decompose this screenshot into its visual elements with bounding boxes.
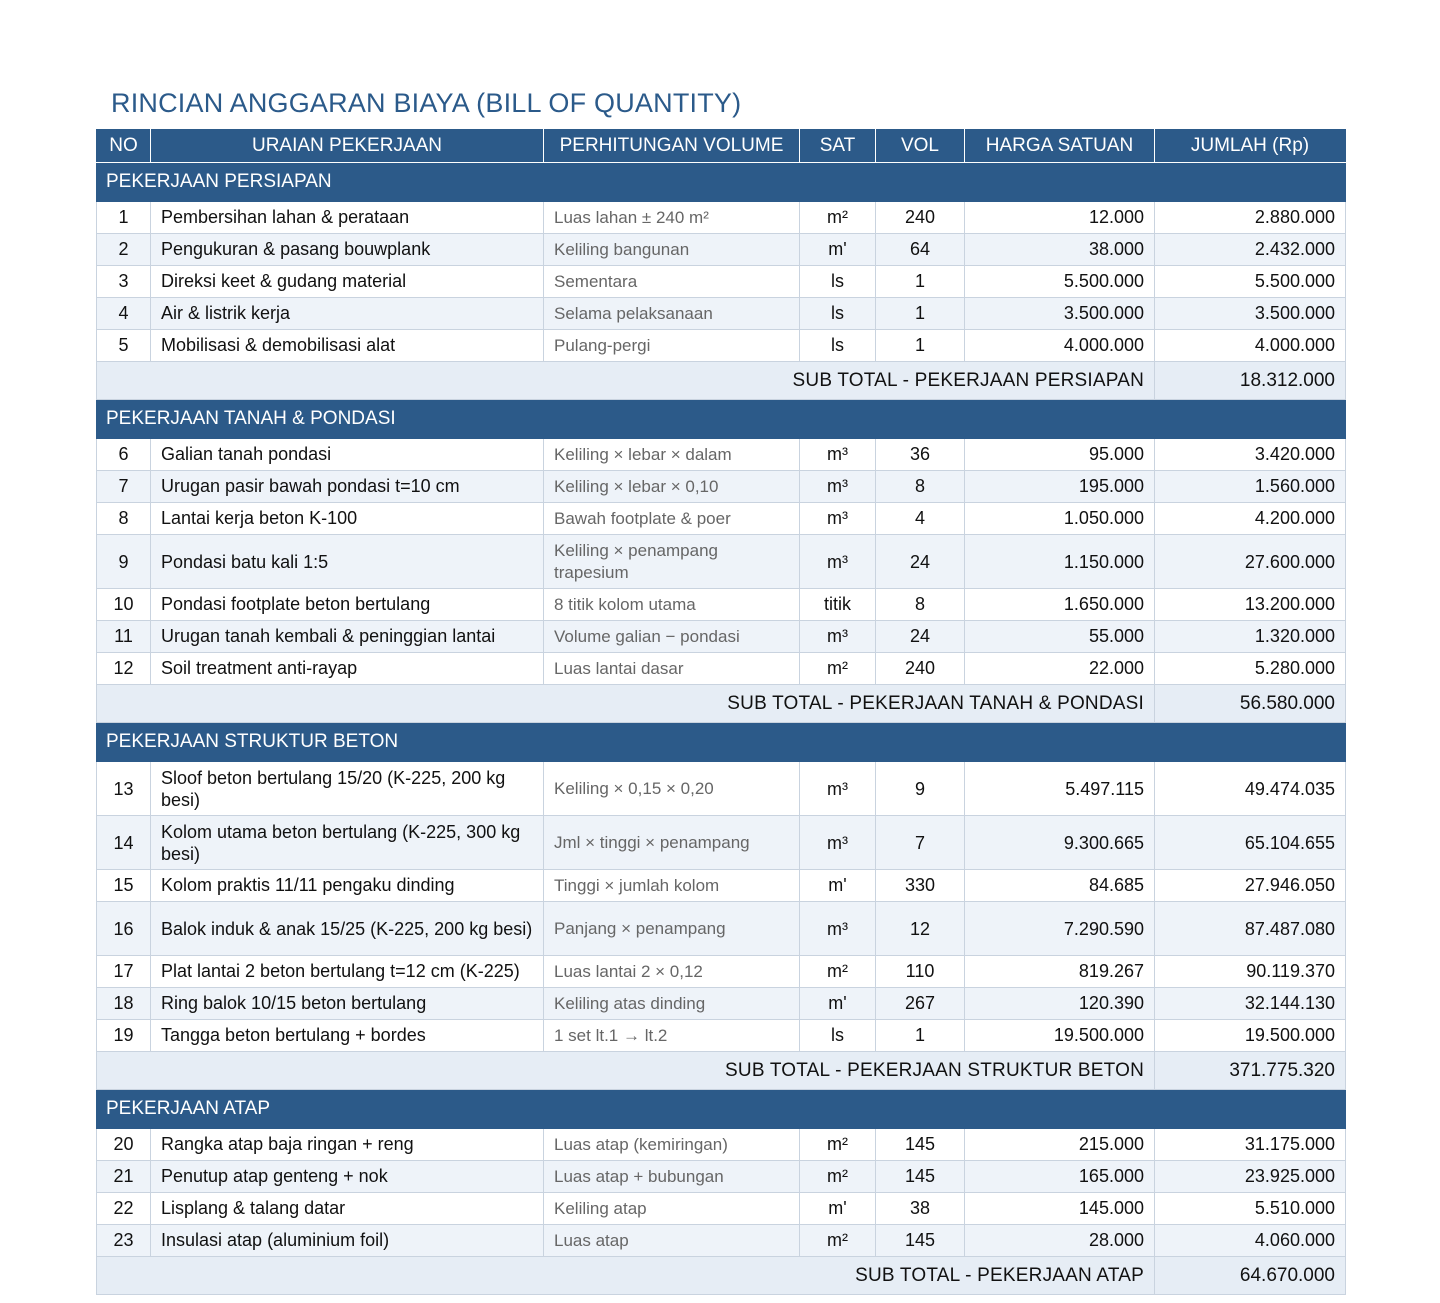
item-unit-price: 1.150.000 (965, 535, 1155, 589)
item-volume-calculation: Bawah footplate & poer (544, 503, 800, 535)
item-number: 7 (97, 471, 151, 503)
item-volume-calculation: Luas atap + bubungan (544, 1161, 800, 1193)
item-unit-price: 22.000 (965, 653, 1155, 685)
item-total: 65.104.655 (1155, 816, 1346, 870)
column-header-description: URAIAN PEKERJAAN (151, 130, 544, 163)
subtotal-value: 64.670.000 (1155, 1257, 1346, 1295)
item-total: 32.144.130 (1155, 988, 1346, 1020)
item-volume-calculation: Luas atap (kemiringan) (544, 1129, 800, 1161)
item-number: 13 (97, 762, 151, 816)
item-description: Urugan pasir bawah pondasi t=10 cm (151, 471, 544, 503)
item-volume-calculation: Keliling × lebar × dalam (544, 439, 800, 471)
item-total: 19.500.000 (1155, 1020, 1346, 1052)
item-volume-calculation: 8 titik kolom utama (544, 589, 800, 621)
item-volume-calculation: Luas lantai 2 × 0,12 (544, 956, 800, 988)
item-unit: m³ (800, 621, 876, 653)
item-description: Urugan tanah kembali & peninggian lantai (151, 621, 544, 653)
item-volume-calculation: 1 set lt.1 → lt.2 (544, 1020, 800, 1052)
item-volume: 1 (876, 266, 965, 298)
item-unit-price: 12.000 (965, 202, 1155, 234)
item-unit: m³ (800, 471, 876, 503)
item-description: Lantai kerja beton K-100 (151, 503, 544, 535)
table-row (97, 653, 1346, 685)
item-unit-price: 1.650.000 (965, 589, 1155, 621)
column-header-no: NO (97, 130, 151, 163)
item-number: 4 (97, 298, 151, 330)
item-number: 8 (97, 503, 151, 535)
item-unit-price: 120.390 (965, 988, 1155, 1020)
item-volume-calculation: Keliling × lebar × 0,10 (544, 471, 800, 503)
subtotal-value: 371.775.320 (1155, 1052, 1346, 1090)
item-unit: m² (800, 1129, 876, 1161)
item-volume: 240 (876, 653, 965, 685)
item-unit-price: 38.000 (965, 234, 1155, 266)
table-row (97, 202, 1346, 234)
item-unit-price: 28.000 (965, 1225, 1155, 1257)
item-description: Lisplang & talang datar (151, 1193, 544, 1225)
item-unit-price: 95.000 (965, 439, 1155, 471)
subtotal-row (97, 362, 1346, 400)
section-header-row (97, 723, 1346, 762)
table-row (97, 234, 1346, 266)
item-unit-price: 19.500.000 (965, 1020, 1155, 1052)
item-unit: titik (800, 589, 876, 621)
item-description: Soil treatment anti-rayap (151, 653, 544, 685)
item-total: 31.175.000 (1155, 1129, 1346, 1161)
item-unit: m² (800, 956, 876, 988)
table-row (97, 1225, 1346, 1257)
item-total: 23.925.000 (1155, 1161, 1346, 1193)
item-total: 3.420.000 (1155, 439, 1346, 471)
item-volume: 145 (876, 1161, 965, 1193)
table-row (97, 503, 1346, 535)
item-volume-calculation: Keliling × penampang trapesium (544, 535, 800, 589)
item-description: Mobilisasi & demobilisasi alat (151, 330, 544, 362)
item-unit-price: 9.300.665 (965, 816, 1155, 870)
item-number: 10 (97, 589, 151, 621)
item-total: 5.280.000 (1155, 653, 1346, 685)
subtotal-row (97, 685, 1346, 723)
item-unit-price: 215.000 (965, 1129, 1155, 1161)
page-title: RINCIAN ANGGARAN BIAYA (BILL OF QUANTITY) (111, 88, 742, 118)
item-unit-price: 145.000 (965, 1193, 1155, 1225)
item-unit: m³ (800, 902, 876, 956)
item-number: 12 (97, 653, 151, 685)
item-volume-calculation: Keliling bangunan (544, 234, 800, 266)
item-unit-price: 1.050.000 (965, 503, 1155, 535)
column-header-unit-price: HARGA SATUAN (965, 130, 1155, 163)
table-row (97, 816, 1346, 870)
item-volume: 4 (876, 503, 965, 535)
table-row (97, 589, 1346, 621)
item-volume-calculation: Sementara (544, 266, 800, 298)
item-number: 18 (97, 988, 151, 1020)
item-unit: m' (800, 870, 876, 902)
item-description: Pembersihan lahan & perataan (151, 202, 544, 234)
section-title: PEKERJAAN PERSIAPAN (97, 163, 1346, 202)
item-number: 3 (97, 266, 151, 298)
column-header-unit: SAT (800, 130, 876, 163)
item-unit-price: 165.000 (965, 1161, 1155, 1193)
subtotal-value: 56.580.000 (1155, 685, 1346, 723)
item-unit: ls (800, 1020, 876, 1052)
item-volume-calculation: Luas lahan ± 240 m² (544, 202, 800, 234)
item-unit-price: 3.500.000 (965, 298, 1155, 330)
item-total: 5.510.000 (1155, 1193, 1346, 1225)
table-header-row (97, 130, 1346, 163)
item-volume: 330 (876, 870, 965, 902)
subtotal-label: SUB TOTAL - PEKERJAAN PERSIAPAN (97, 362, 1155, 400)
item-description: Ring balok 10/15 beton bertulang (151, 988, 544, 1020)
table-row (97, 439, 1346, 471)
item-total: 4.000.000 (1155, 330, 1346, 362)
item-description: Plat lantai 2 beton bertulang t=12 cm (K-225) (151, 956, 544, 988)
item-volume-calculation: Luas atap (544, 1225, 800, 1257)
item-total: 27.946.050 (1155, 870, 1346, 902)
item-number: 19 (97, 1020, 151, 1052)
item-unit-price: 84.685 (965, 870, 1155, 902)
table-row (97, 535, 1346, 589)
item-total: 4.200.000 (1155, 503, 1346, 535)
item-description: Insulasi atap (aluminium foil) (151, 1225, 544, 1257)
item-volume: 267 (876, 988, 965, 1020)
table-body (97, 163, 1346, 1295)
item-total: 13.200.000 (1155, 589, 1346, 621)
item-volume-calculation: Keliling atas dinding (544, 988, 800, 1020)
item-unit: m² (800, 1225, 876, 1257)
item-volume-calculation: Tinggi × jumlah kolom (544, 870, 800, 902)
table-row (97, 1020, 1346, 1052)
item-volume-calculation: Selama pelaksanaan (544, 298, 800, 330)
item-total: 2.432.000 (1155, 234, 1346, 266)
item-volume-calculation: Pulang-pergi (544, 330, 800, 362)
item-number: 16 (97, 902, 151, 956)
bill-of-quantity-table (96, 129, 1346, 1295)
item-volume: 1 (876, 330, 965, 362)
item-volume: 1 (876, 1020, 965, 1052)
section-header-row (97, 400, 1346, 439)
item-volume: 9 (876, 762, 965, 816)
item-volume: 24 (876, 621, 965, 653)
item-description: Rangka atap baja ringan + reng (151, 1129, 544, 1161)
item-volume: 145 (876, 1129, 965, 1161)
item-description: Penutup atap genteng + nok (151, 1161, 544, 1193)
item-volume: 36 (876, 439, 965, 471)
item-unit: m³ (800, 503, 876, 535)
item-volume: 110 (876, 956, 965, 988)
item-number: 2 (97, 234, 151, 266)
item-unit: m' (800, 1193, 876, 1225)
table-row (97, 956, 1346, 988)
item-volume: 12 (876, 902, 965, 956)
item-unit: m² (800, 202, 876, 234)
item-unit: m' (800, 988, 876, 1020)
item-volume-calculation: Luas lantai dasar (544, 653, 800, 685)
item-total: 90.119.370 (1155, 956, 1346, 988)
item-total: 3.500.000 (1155, 298, 1346, 330)
item-description: Kolom praktis 11/11 pengaku dinding (151, 870, 544, 902)
subtotal-row (97, 1257, 1346, 1295)
item-unit-price: 4.000.000 (965, 330, 1155, 362)
item-unit-price: 195.000 (965, 471, 1155, 503)
item-total: 49.474.035 (1155, 762, 1346, 816)
item-unit-price: 7.290.590 (965, 902, 1155, 956)
item-number: 17 (97, 956, 151, 988)
item-unit: m³ (800, 816, 876, 870)
section-header-row (97, 1090, 1346, 1129)
item-volume: 8 (876, 471, 965, 503)
item-unit: ls (800, 330, 876, 362)
item-description: Galian tanah pondasi (151, 439, 544, 471)
column-header-volume-calculation: PERHITUNGAN VOLUME (544, 130, 800, 163)
subtotal-row (97, 1052, 1346, 1090)
item-description: Pondasi batu kali 1:5 (151, 535, 544, 589)
item-total: 4.060.000 (1155, 1225, 1346, 1257)
item-total: 1.320.000 (1155, 621, 1346, 653)
item-volume-calculation: Panjang × penampang (544, 902, 800, 956)
item-unit-price: 5.500.000 (965, 266, 1155, 298)
table-row (97, 330, 1346, 362)
item-description: Kolom utama beton bertulang (K-225, 300 kg besi) (151, 816, 544, 870)
item-volume-calculation: Volume galian − pondasi (544, 621, 800, 653)
section-title: PEKERJAAN ATAP (97, 1090, 1346, 1129)
table-row (97, 298, 1346, 330)
item-description: Pengukuran & pasang bouwplank (151, 234, 544, 266)
item-number: 15 (97, 870, 151, 902)
item-number: 23 (97, 1225, 151, 1257)
item-unit: m³ (800, 535, 876, 589)
item-unit: m³ (800, 762, 876, 816)
item-unit-price: 819.267 (965, 956, 1155, 988)
item-volume: 145 (876, 1225, 965, 1257)
table-row (97, 1161, 1346, 1193)
table-row (97, 1193, 1346, 1225)
section-title: PEKERJAAN TANAH & PONDASI (97, 400, 1346, 439)
item-description: Direksi keet & gudang material (151, 266, 544, 298)
item-unit: ls (800, 298, 876, 330)
item-volume: 38 (876, 1193, 965, 1225)
item-volume: 7 (876, 816, 965, 870)
item-total: 87.487.080 (1155, 902, 1346, 956)
item-number: 9 (97, 535, 151, 589)
table-row (97, 266, 1346, 298)
item-number: 5 (97, 330, 151, 362)
item-volume: 8 (876, 589, 965, 621)
table-row (97, 762, 1346, 816)
table-row (97, 870, 1346, 902)
column-header-volume: VOL (876, 130, 965, 163)
item-description: Air & listrik kerja (151, 298, 544, 330)
table-row (97, 1129, 1346, 1161)
item-number: 6 (97, 439, 151, 471)
item-total: 27.600.000 (1155, 535, 1346, 589)
item-unit: m² (800, 653, 876, 685)
item-number: 20 (97, 1129, 151, 1161)
table-row (97, 988, 1346, 1020)
item-number: 22 (97, 1193, 151, 1225)
subtotal-value: 18.312.000 (1155, 362, 1346, 400)
subtotal-label: SUB TOTAL - PEKERJAAN TANAH & PONDASI (97, 685, 1155, 723)
item-description: Pondasi footplate beton bertulang (151, 589, 544, 621)
item-volume: 64 (876, 234, 965, 266)
column-header-total: JUMLAH (Rp) (1155, 130, 1346, 163)
item-volume-calculation: Keliling × 0,15 × 0,20 (544, 762, 800, 816)
item-volume-calculation: Keliling atap (544, 1193, 800, 1225)
item-unit: ls (800, 266, 876, 298)
section-header-row (97, 163, 1346, 202)
item-unit: m³ (800, 439, 876, 471)
item-total: 1.560.000 (1155, 471, 1346, 503)
item-unit: m' (800, 234, 876, 266)
section-title: PEKERJAAN STRUKTUR BETON (97, 723, 1346, 762)
item-description: Tangga beton bertulang + bordes (151, 1020, 544, 1052)
item-unit: m² (800, 1161, 876, 1193)
item-volume: 240 (876, 202, 965, 234)
subtotal-label: SUB TOTAL - PEKERJAAN ATAP (97, 1257, 1155, 1295)
item-description: Balok induk & anak 15/25 (K-225, 200 kg besi) (151, 902, 544, 956)
item-unit-price: 5.497.115 (965, 762, 1155, 816)
item-volume: 1 (876, 298, 965, 330)
item-total: 2.880.000 (1155, 202, 1346, 234)
item-unit-price: 55.000 (965, 621, 1155, 653)
item-volume-calculation: Jml × tinggi × penampang (544, 816, 800, 870)
item-description: Sloof beton bertulang 15/20 (K-225, 200 kg besi) (151, 762, 544, 816)
table-row (97, 902, 1346, 956)
table-row (97, 621, 1346, 653)
item-number: 14 (97, 816, 151, 870)
item-number: 1 (97, 202, 151, 234)
item-volume: 24 (876, 535, 965, 589)
table-row (97, 471, 1346, 503)
item-total: 5.500.000 (1155, 266, 1346, 298)
subtotal-label: SUB TOTAL - PEKERJAAN STRUKTUR BETON (97, 1052, 1155, 1090)
item-number: 11 (97, 621, 151, 653)
item-number: 21 (97, 1161, 151, 1193)
